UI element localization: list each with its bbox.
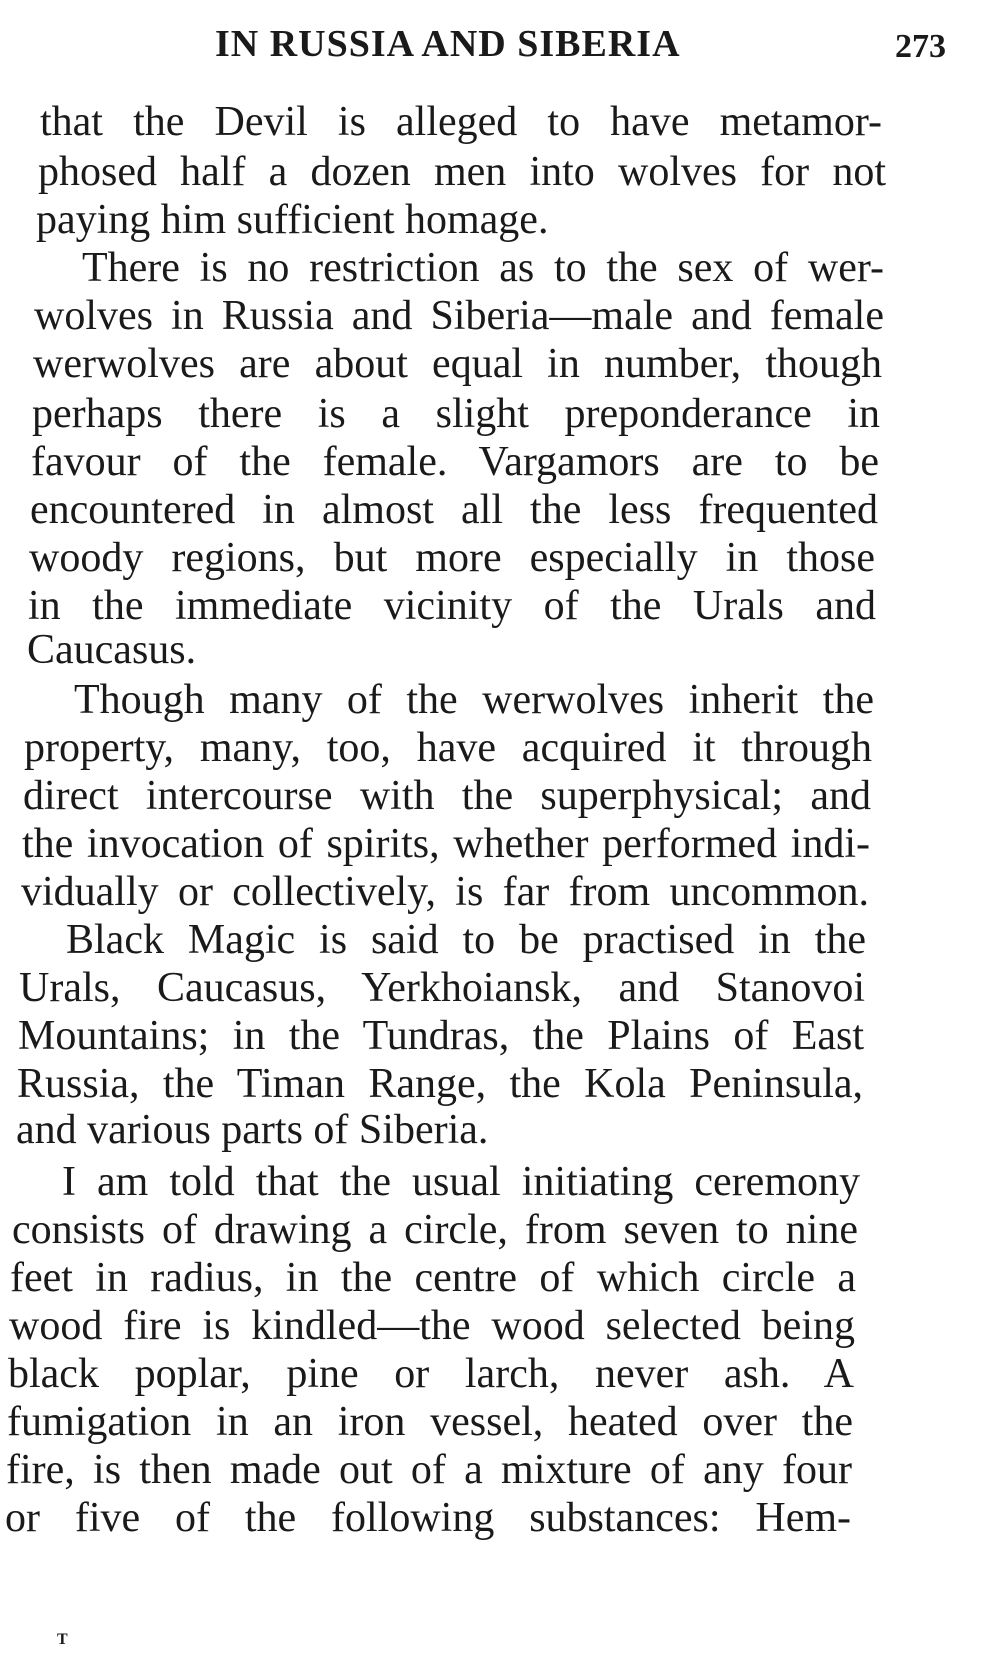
running-head — [0, 22, 1000, 82]
text-line: feet in radius, in the centre of which circle a — [10, 1255, 856, 1301]
text-line: There is no restriction as to the sex of wer- — [82, 245, 884, 291]
text-line: vidually or collectively, is far from uncommon. — [21, 869, 869, 915]
text-line: or five of the following substances: Hem- — [5, 1495, 851, 1541]
text-line: Mountains; in the Tundras, the Plains of East — [18, 1013, 864, 1059]
text-line: black poplar, pine or larch, never ash. A — [8, 1351, 854, 1397]
text-line: werwolves are about equal in number, though — [33, 341, 882, 387]
text-line: direct intercourse with the superphysical; and — [23, 773, 871, 819]
text-line: phosed half a dozen men into wolves for not — [38, 149, 886, 195]
text-line: I am told that the usual initiating ceremony — [62, 1159, 860, 1205]
text-line: consists of drawing a circle, from seven to nine — [12, 1207, 858, 1253]
text-line: property, many, too, have acquired it through — [24, 725, 872, 771]
text-line: that the Devil is alleged to have metamor- — [40, 99, 882, 145]
text-line: woody regions, but more especially in those — [29, 535, 875, 581]
text-line: wolves in Russia and Siberia—male and female — [34, 293, 884, 339]
text-line: and various parts of Siberia. — [16, 1107, 489, 1153]
text-line: Caucasus. — [27, 627, 197, 673]
signature-mark: T — [57, 1631, 68, 1648]
text-line: perhaps there is a slight preponderance in — [32, 391, 880, 437]
text-line: favour of the female. Vargamors are to be — [31, 439, 879, 485]
text-line: encountered in almost all the less frequented — [30, 487, 878, 533]
text-line: in the immediate vicinity of the Urals and — [28, 583, 876, 629]
text-line: fire, is then made out of a mixture of any four — [6, 1447, 852, 1493]
running-title: IN RUSSIA AND SIBERIA — [215, 23, 681, 65]
text-line: fumigation in an iron vessel, heated over the — [7, 1399, 853, 1445]
text-line: wood fire is kindled—the wood selected being — [9, 1303, 855, 1349]
text-line: Russia, the Timan Range, the Kola Peninsula, — [17, 1061, 863, 1107]
text-line: Though many of the werwolves inherit the — [74, 677, 874, 723]
text-line: the invocation of spirits, whether performed indi- — [22, 821, 870, 867]
text-line: Urals, Caucasus, Yerkhoiansk, and Stanovoi — [19, 965, 865, 1011]
text-line: paying him sufficient homage. — [36, 197, 549, 243]
page-number: 273 — [895, 28, 946, 65]
text-line: Black Magic is said to be practised in the — [66, 917, 866, 963]
